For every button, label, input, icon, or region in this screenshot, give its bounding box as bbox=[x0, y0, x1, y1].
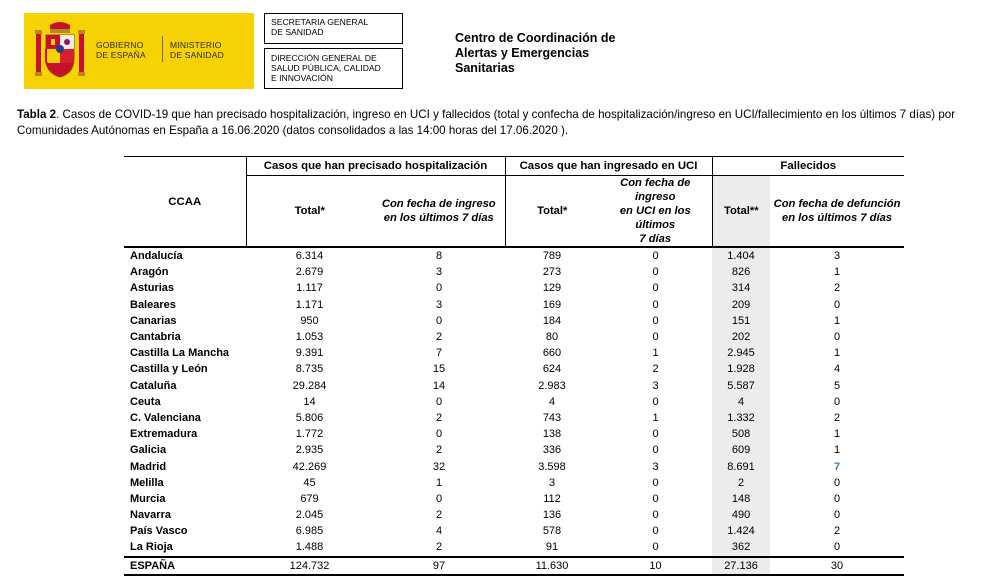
uci-total-cell: 11.630 bbox=[505, 557, 599, 575]
table-caption bbox=[17, 107, 992, 139]
ccaa-name-cell: Melilla bbox=[130, 476, 164, 489]
table-row bbox=[124, 264, 904, 280]
hosp-total-cell: 5.806 bbox=[295, 411, 324, 424]
uci-7d-cell: 0 bbox=[652, 266, 659, 279]
deaths-total-cell: 151 bbox=[712, 313, 770, 329]
uci-7d-cell: 3 bbox=[652, 379, 659, 392]
hosp-7d-cell: 7 bbox=[435, 347, 443, 360]
uci-7d-cell: 0 bbox=[652, 525, 659, 538]
deaths-7d-cell: 2 bbox=[833, 411, 841, 424]
deaths-7d-cell: 1 bbox=[833, 444, 841, 457]
uci-7d-cell: 0 bbox=[652, 282, 659, 295]
deaths-total-cell: 826 bbox=[712, 264, 770, 280]
hosp-total-cell: 950 bbox=[300, 314, 319, 327]
uci-7d-cell: 10 bbox=[599, 557, 712, 575]
hosp-total-cell: 6.314 bbox=[295, 250, 324, 263]
uci-7d-cell: 1 bbox=[652, 347, 659, 360]
ccaa-name-cell: País Vasco bbox=[130, 525, 188, 538]
uci-7d-cell: 0 bbox=[652, 444, 659, 457]
hosp-7d-cell: 3 bbox=[435, 298, 443, 311]
uci-total-cell: 624 bbox=[542, 363, 562, 376]
ccaa-name-cell: La Rioja bbox=[130, 541, 173, 554]
hosp-7d-cell: 14 bbox=[432, 379, 446, 392]
table-row bbox=[124, 475, 904, 491]
hosp-total-header: Total* bbox=[246, 176, 373, 248]
hosp-total-cell: 679 bbox=[300, 492, 319, 505]
uci-total-cell: 336 bbox=[542, 444, 562, 457]
deaths-total-cell: 490 bbox=[712, 507, 770, 523]
deaths-total-cell: 5.587 bbox=[712, 378, 770, 394]
caption-line-2: Comunidades Autónomas en España a 16.06.2020 (datos consolidados a las 14:00 horas del 17.06.2020 ). bbox=[17, 124, 569, 137]
uci-total-cell: 789 bbox=[542, 250, 562, 263]
hosp-7d-cell: 2 bbox=[435, 541, 443, 554]
uci-total-cell: 3.598 bbox=[538, 460, 566, 473]
deaths-7d-cell: 2 bbox=[833, 525, 841, 538]
table-row bbox=[124, 345, 904, 361]
deaths-7d-header: Con fecha de defunción en los últimos 7 días bbox=[770, 176, 904, 248]
uci-7d-cell: 1 bbox=[652, 411, 659, 424]
deaths-7d-cell: 7 bbox=[833, 460, 841, 473]
ccaa-name-cell: Castilla y León bbox=[130, 363, 208, 376]
ccaa-name-cell: Asturias bbox=[130, 282, 175, 295]
hospitalization-group-header: Casos que han precisado hospitalización bbox=[246, 157, 505, 176]
deaths-7d-cell: 0 bbox=[833, 476, 841, 489]
deaths-7d-cell: 5 bbox=[833, 379, 841, 392]
deaths-7d-cell: 0 bbox=[833, 298, 841, 311]
deaths-7d-cell: 0 bbox=[833, 395, 841, 408]
hosp-7d-header: Con fecha de ingreso en los últimos 7 días bbox=[373, 176, 505, 248]
uci-7d-cell: 0 bbox=[652, 314, 659, 327]
uci-7d-header: Con fecha de ingreso en UCI en los últimos 7 días bbox=[599, 176, 712, 248]
ccaa-header: CCAA bbox=[124, 157, 246, 248]
hosp-7d-cell: 1 bbox=[435, 476, 443, 489]
hosp-7d-cell: 2 bbox=[435, 444, 443, 457]
hosp-total-cell: 2.679 bbox=[295, 266, 324, 279]
hosp-7d-cell: 2 bbox=[435, 509, 443, 522]
ccaa-name-cell: Galicia bbox=[130, 444, 167, 457]
ministerio-de-sanidad-label: MINISTERIO DE SANIDAD bbox=[170, 40, 224, 60]
deaths-total-cell: 609 bbox=[712, 442, 770, 458]
table-row bbox=[124, 507, 904, 523]
deaths-total-cell: 2 bbox=[712, 475, 770, 491]
deaths-total-cell: 209 bbox=[712, 297, 770, 313]
uci-total-cell: 136 bbox=[542, 509, 562, 522]
deaths-total-cell: 202 bbox=[712, 329, 770, 345]
hosp-total-cell: 2.045 bbox=[295, 509, 324, 522]
hosp-total-cell: 124.732 bbox=[246, 557, 373, 575]
uci-total-cell: 138 bbox=[542, 428, 562, 441]
uci-total-cell: 91 bbox=[545, 541, 559, 554]
coat-of-arms-icon bbox=[34, 19, 86, 83]
table-body bbox=[124, 247, 904, 575]
uci-total-cell: 184 bbox=[542, 314, 562, 327]
deaths-7d-cell: 0 bbox=[833, 541, 841, 554]
ccaa-name-cell: Cataluña bbox=[130, 379, 177, 392]
deaths-total-cell: 1.928 bbox=[712, 361, 770, 377]
table-row bbox=[124, 426, 904, 442]
deaths-7d-cell: 1 bbox=[833, 314, 841, 327]
ccaa-name-cell: Castilla La Mancha bbox=[130, 347, 230, 360]
uci-7d-cell: 2 bbox=[652, 363, 659, 376]
table-row bbox=[124, 394, 904, 410]
hosp-total-cell: 6.985 bbox=[295, 525, 324, 538]
uci-7d-cell: 0 bbox=[652, 509, 659, 522]
uci-total-cell: 129 bbox=[542, 282, 562, 295]
table-row bbox=[124, 280, 904, 296]
uci-7d-cell: 3 bbox=[652, 460, 659, 473]
uci-7d-cell: 0 bbox=[652, 250, 659, 263]
hosp-7d-cell: 8 bbox=[435, 250, 443, 263]
ccaa-name-cell: Canarias bbox=[130, 314, 177, 327]
total-row bbox=[124, 557, 904, 575]
deaths-7d-cell: 0 bbox=[833, 492, 841, 505]
deaths-7d-cell: 3 bbox=[833, 250, 841, 263]
uci-total-cell: 743 bbox=[542, 411, 562, 424]
deaths-7d-cell: 1 bbox=[833, 347, 841, 360]
hosp-total-cell: 1.053 bbox=[295, 331, 324, 344]
ccaa-name-cell: C. Valenciana bbox=[130, 411, 201, 424]
hosp-7d-cell: 0 bbox=[435, 492, 443, 505]
hosp-total-cell: 2.935 bbox=[295, 444, 324, 457]
uci-7d-cell: 0 bbox=[652, 331, 659, 344]
deaths-total-cell: 4 bbox=[712, 394, 770, 410]
hosp-total-cell: 9.391 bbox=[295, 347, 324, 360]
deaths-7d-cell: 30 bbox=[770, 557, 904, 575]
hosp-total-cell: 29.284 bbox=[292, 379, 327, 392]
ccaa-name-cell: Cantabria bbox=[130, 331, 181, 344]
caption-line-1: . Casos de COVID-19 que han precisado hospitalización, ingreso en UCI y fallecidos (total y confecha de hospitalización/ingreso en UCI/fallecimiento en los últimos 7 días) por bbox=[56, 108, 956, 121]
hosp-7d-cell: 4 bbox=[435, 525, 443, 538]
hosp-7d-cell: 0 bbox=[435, 428, 443, 441]
deaths-7d-cell: 2 bbox=[833, 282, 841, 295]
hosp-7d-cell: 2 bbox=[435, 411, 443, 424]
table-row bbox=[124, 313, 904, 329]
uci-7d-cell: 0 bbox=[652, 395, 659, 408]
hosp-total-cell: 1.488 bbox=[295, 541, 324, 554]
deaths-7d-cell: 0 bbox=[833, 509, 841, 522]
uci-group-header: Casos que han ingresado en UCI bbox=[505, 157, 712, 176]
coordination-center-title: Centro de Coordinación de Alertas y Emergencias Sanitarias bbox=[455, 31, 616, 75]
deaths-total-header: Total** bbox=[712, 176, 770, 248]
deaths-7d-cell: 1 bbox=[833, 266, 841, 279]
table-row bbox=[124, 523, 904, 539]
table-row bbox=[124, 361, 904, 377]
hosp-7d-cell: 97 bbox=[373, 557, 505, 575]
direccion-general-box: DIRECCIÓN GENERAL DE SALUD PÚBLICA, CALIDAD E INNOVACIÓN bbox=[264, 48, 403, 89]
hosp-total-cell: 45 bbox=[303, 476, 316, 489]
table-row bbox=[124, 297, 904, 313]
uci-total-cell: 2.983 bbox=[538, 379, 566, 392]
uci-total-cell: 578 bbox=[542, 525, 562, 538]
ccaa-name-cell: Madrid bbox=[130, 460, 167, 473]
deaths-total-cell: 8.691 bbox=[712, 458, 770, 474]
ccaa-name-cell: Baleares bbox=[130, 298, 176, 311]
table-row bbox=[124, 410, 904, 426]
table-row bbox=[124, 247, 904, 264]
uci-total-cell: 80 bbox=[545, 331, 559, 344]
uci-7d-cell: 0 bbox=[652, 476, 659, 489]
hosp-total-cell: 1.117 bbox=[296, 282, 323, 295]
gobierno-de-espana-label: GOBIERNO DE ESPAÑA bbox=[96, 40, 146, 60]
table-row bbox=[124, 458, 904, 474]
ccaa-name-cell: Andalucía bbox=[130, 250, 183, 263]
uci-total-cell: 112 bbox=[543, 492, 561, 505]
secretaria-general-box: SECRETARIA GENERAL DE SANIDAD bbox=[264, 13, 403, 44]
deaths-total-cell: 27.136 bbox=[712, 557, 770, 575]
uci-total-cell: 273 bbox=[542, 266, 562, 279]
government-banner bbox=[24, 13, 254, 89]
table-row bbox=[124, 539, 904, 556]
covid-data-table bbox=[124, 156, 904, 576]
table-row bbox=[124, 378, 904, 394]
uci-7d-cell: 0 bbox=[652, 541, 659, 554]
deaths-7d-cell: 1 bbox=[833, 428, 841, 441]
deaths-7d-cell: 4 bbox=[833, 363, 841, 376]
hosp-7d-cell: 3 bbox=[435, 266, 443, 279]
deaths-total-cell: 1.424 bbox=[712, 523, 770, 539]
hosp-total-cell: 42.269 bbox=[292, 460, 327, 473]
uci-total-cell: 660 bbox=[542, 347, 562, 360]
ccaa-name-cell: Extremadura bbox=[130, 428, 198, 441]
ccaa-name-cell: Navarra bbox=[130, 509, 171, 522]
ccaa-name-cell: Ceuta bbox=[130, 395, 161, 408]
deaths-total-cell: 362 bbox=[712, 539, 770, 556]
hosp-total-cell: 14 bbox=[303, 395, 316, 408]
uci-7d-cell: 0 bbox=[652, 428, 659, 441]
hosp-7d-cell: 0 bbox=[435, 314, 443, 327]
hosp-7d-cell: 32 bbox=[432, 460, 446, 473]
hosp-total-cell: 8.735 bbox=[295, 363, 324, 376]
hosp-7d-cell: 15 bbox=[432, 363, 446, 376]
deaths-total-cell: 148 bbox=[712, 491, 770, 507]
uci-total-cell: 3 bbox=[548, 476, 556, 489]
deaths-total-cell: 1.332 bbox=[712, 410, 770, 426]
deaths-7d-cell: 0 bbox=[833, 331, 841, 344]
ccaa-name-cell: ESPAÑA bbox=[124, 557, 246, 575]
uci-7d-cell: 0 bbox=[652, 492, 659, 505]
table-row bbox=[124, 491, 904, 507]
uci-total-header: Total* bbox=[505, 176, 599, 248]
table-row bbox=[124, 329, 904, 345]
uci-total-cell: 4 bbox=[548, 395, 556, 408]
ccaa-name-cell: Murcia bbox=[130, 492, 166, 505]
hosp-total-cell: 1.171 bbox=[295, 298, 324, 311]
banner-divider bbox=[162, 36, 163, 62]
ccaa-name-cell: Aragón bbox=[130, 266, 169, 279]
hosp-7d-cell: 2 bbox=[435, 331, 443, 344]
deaths-total-cell: 2.945 bbox=[712, 345, 770, 361]
caption-label: Tabla 2 bbox=[17, 108, 57, 121]
hosp-total-cell: 1.772 bbox=[295, 428, 324, 441]
uci-total-cell: 169 bbox=[542, 298, 562, 311]
deaths-total-cell: 1.404 bbox=[712, 247, 770, 264]
hosp-7d-cell: 0 bbox=[435, 282, 443, 295]
hosp-7d-cell: 0 bbox=[435, 395, 443, 408]
deaths-total-cell: 314 bbox=[712, 280, 770, 296]
deaths-group-header: Fallecidos bbox=[712, 157, 904, 176]
table-row bbox=[124, 442, 904, 458]
deaths-total-cell: 508 bbox=[712, 426, 770, 442]
uci-7d-cell: 0 bbox=[652, 298, 659, 311]
